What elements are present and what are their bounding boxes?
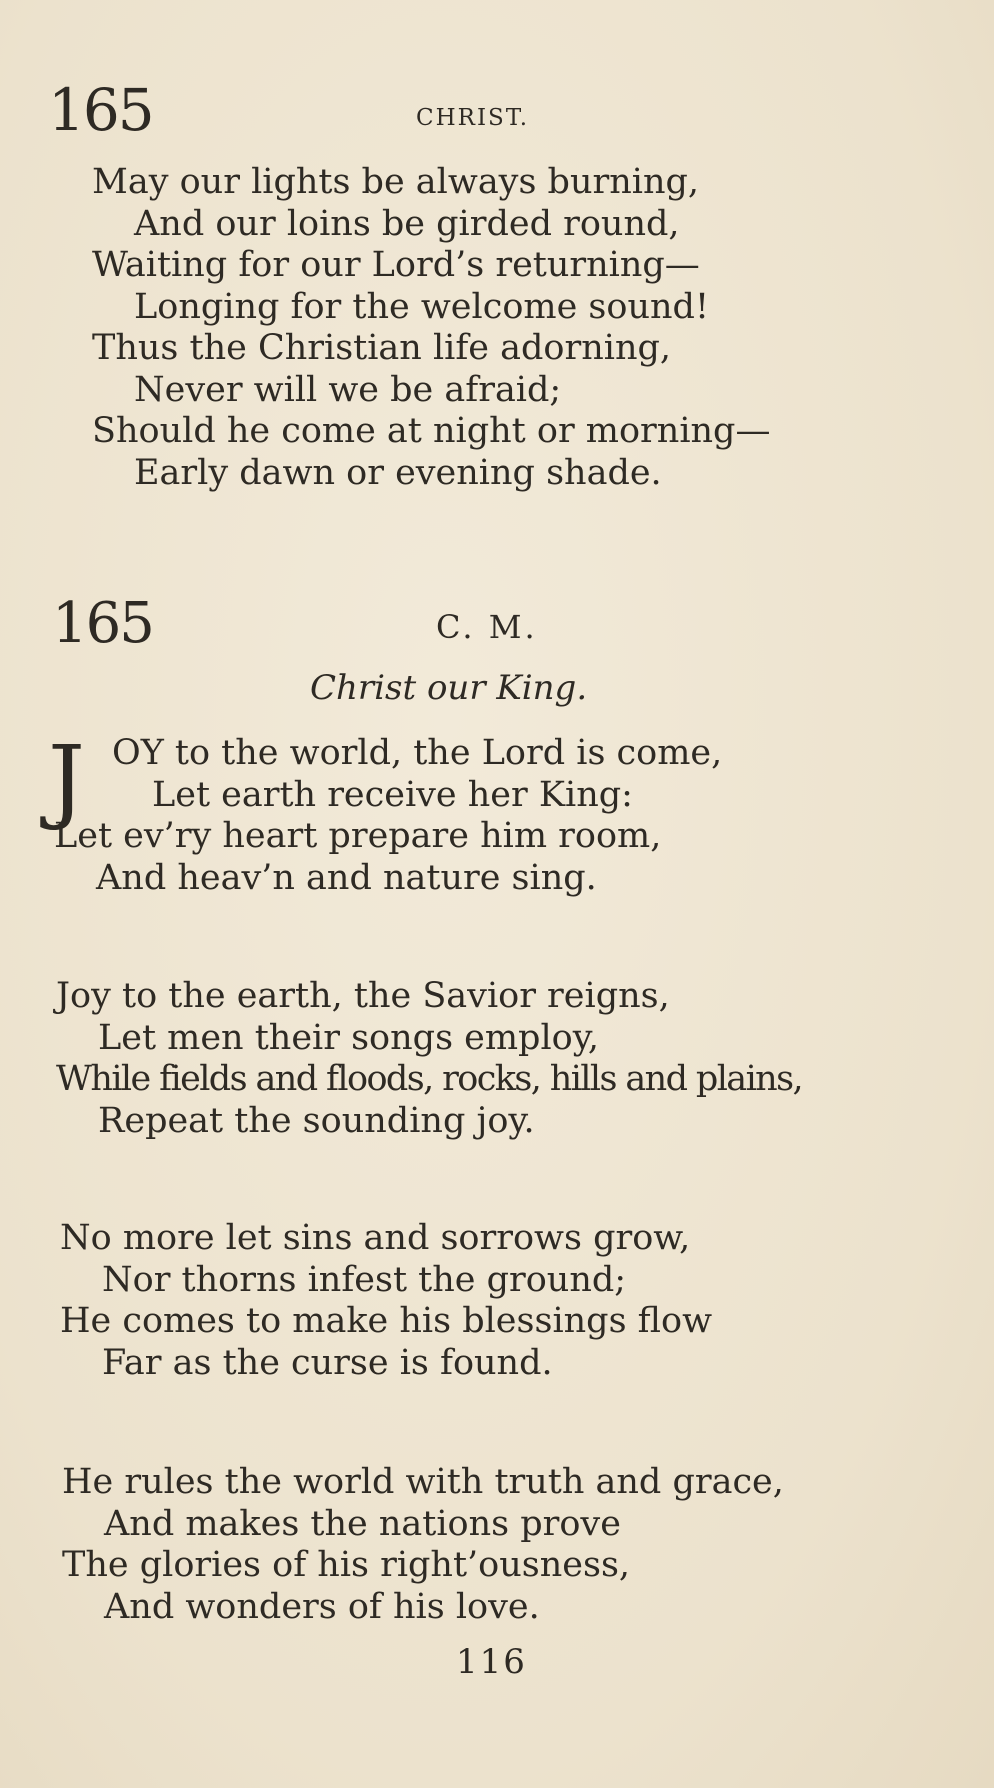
- verse-line: Should he come at night or morning—: [92, 411, 771, 451]
- stanza-3: [60, 1218, 712, 1384]
- verse-line: While fields and floods, rocks, hills and plains,: [56, 1059, 802, 1099]
- verse-line: And wonders of his love.: [104, 1586, 540, 1627]
- stanza-1-continued: [54, 816, 661, 899]
- verse-line: Early dawn or evening shade.: [134, 452, 662, 493]
- verse-line: Joy to the earth, the Savior reigns,: [56, 976, 670, 1016]
- verse-line: He rules the world with truth and grace,: [62, 1462, 784, 1502]
- verse-line: No more let sins and sorrows grow,: [60, 1218, 691, 1258]
- verse-line: Let ev’ry heart prepare him room,: [54, 816, 662, 856]
- verse-line: Let earth receive her King:: [152, 774, 633, 815]
- drop-cap: J: [48, 726, 85, 833]
- verse-line: Far as the curse is found.: [102, 1342, 553, 1383]
- hymn-title: Christ our King.: [310, 668, 588, 708]
- verse-line: And makes the nations prove: [104, 1503, 621, 1544]
- verse-line: Never will we be afraid;: [134, 369, 562, 410]
- running-header-title: CHRIST.: [416, 105, 530, 131]
- verse-line: And heav’n and nature sing.: [96, 857, 597, 898]
- verse-line: And our loins be girded round,: [134, 203, 680, 244]
- stanza-4: [62, 1462, 784, 1628]
- page-number: 116: [456, 1642, 527, 1682]
- verse-line: Repeat the sounding joy.: [98, 1100, 535, 1141]
- verse-line: The glories of his right’ousness,: [62, 1545, 631, 1585]
- previous-hymn-stanza: [92, 162, 770, 494]
- hymn-number: 165: [52, 591, 153, 656]
- verse-line: Let men their songs employ,: [98, 1017, 599, 1058]
- verse-line: He comes to make his blessings flow: [60, 1301, 713, 1341]
- hymn-meter: C. M.: [436, 608, 538, 646]
- running-header-number: 165: [48, 76, 153, 144]
- verse-line: May our lights be always burning,: [92, 162, 700, 202]
- verse-line: Waiting for our Lord’s returning—: [92, 245, 700, 285]
- verse-line: Thus the Christian life adorning,: [92, 328, 672, 368]
- verse-line: Nor thorns infest the ground;: [102, 1259, 627, 1300]
- verse-line: OY to the world, the Lord is come,: [112, 733, 723, 773]
- stanza-1: [112, 733, 722, 816]
- verse-line: Longing for the welcome sound!: [134, 286, 710, 327]
- stanza-2: [56, 976, 802, 1142]
